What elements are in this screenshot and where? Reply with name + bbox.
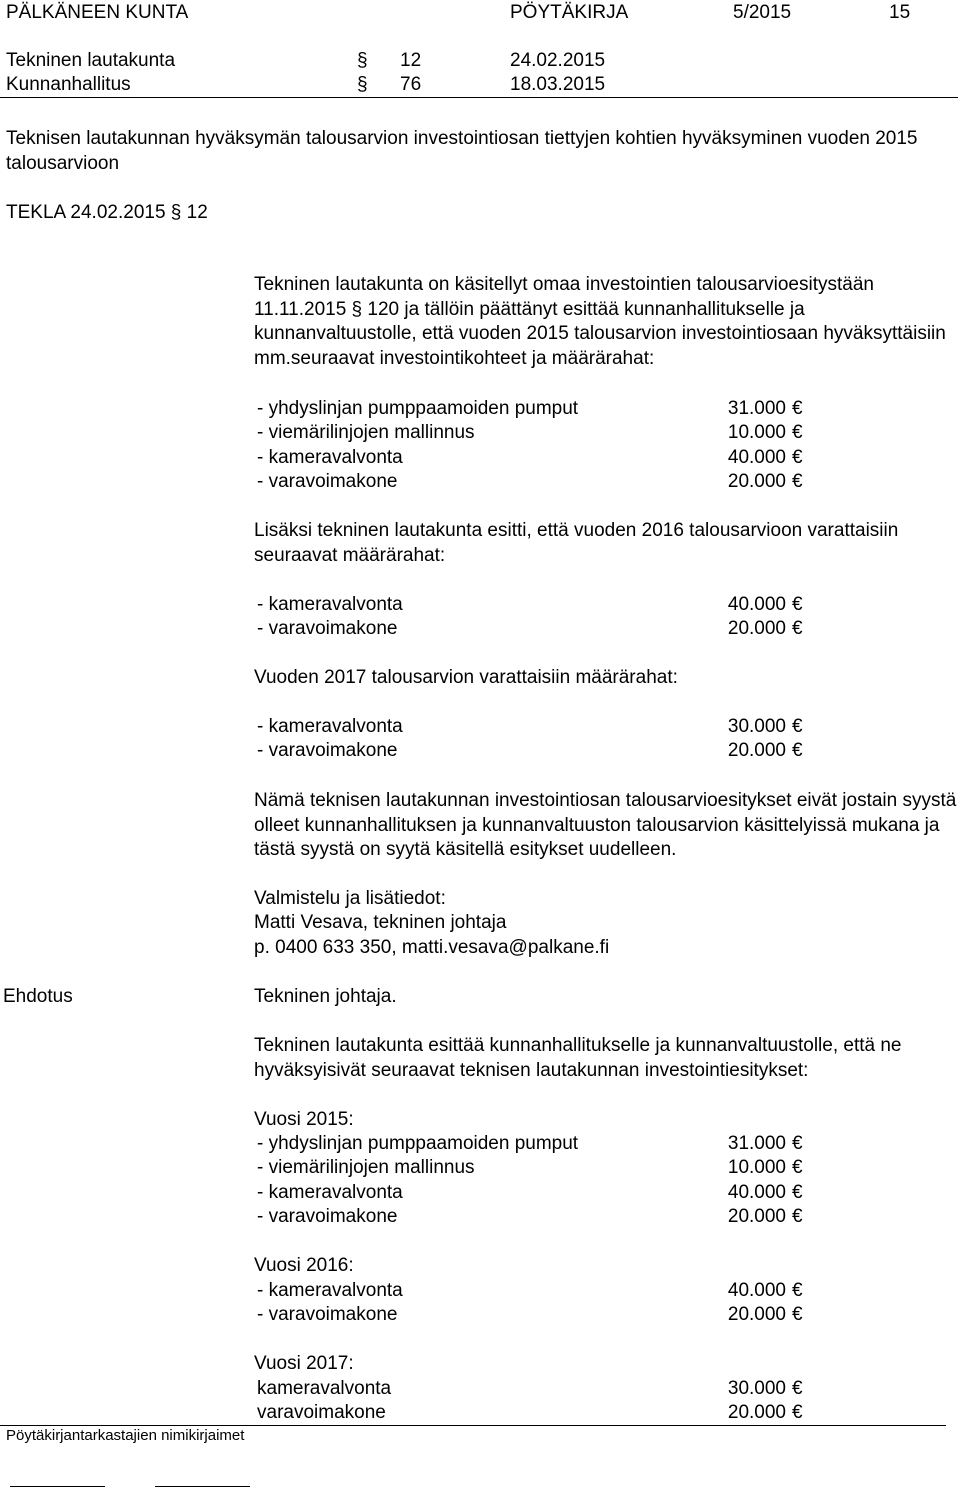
euro-icon: € xyxy=(792,1280,803,1301)
euro-icon: € xyxy=(792,740,803,761)
euro-icon: € xyxy=(792,1378,803,1399)
list-item-amount: 20.000 xyxy=(727,1304,786,1325)
list-item xyxy=(254,1279,814,1304)
signatures-label: Pöytäkirjantarkastajien nimikirjaimet xyxy=(6,1427,245,1444)
list-item-label: - kameravalvonta xyxy=(257,447,403,468)
list-item xyxy=(254,739,814,764)
header-date: 24.02.2015 xyxy=(510,50,606,71)
contact-heading: Valmistelu ja lisätiedot: xyxy=(254,888,446,909)
header-date: 18.03.2015 xyxy=(510,74,606,95)
euro-icon: € xyxy=(792,1402,803,1423)
list-item-label: - viemärilinjojen mallinnus xyxy=(257,1157,475,1178)
list-item-amount: 40.000 xyxy=(727,1280,786,1301)
euro-icon: € xyxy=(792,471,803,492)
signature-line xyxy=(155,1486,250,1487)
list-item xyxy=(254,397,814,422)
page-number: 15 xyxy=(889,2,911,23)
list-item-label: - varavoimakone xyxy=(257,1304,398,1325)
euro-icon: € xyxy=(792,1206,803,1227)
list-item-label: - kameravalvonta xyxy=(257,594,403,615)
year-2017-heading: Vuosi 2017: xyxy=(254,1353,354,1374)
euro-icon: € xyxy=(792,618,803,639)
euro-icon: € xyxy=(792,422,803,443)
list-item xyxy=(254,1401,814,1426)
paragraph-2016: Lisäksi tekninen lautakunta esitti, että vuoden 2016 talousarvioon varattaisiin seuraavat määrärahat: xyxy=(254,520,899,566)
contact-details: p. 0400 633 350, matti.vesava@palkane.fi xyxy=(254,937,610,958)
list-item-amount: 40.000 xyxy=(727,447,786,468)
list-item-label: - viemärilinjojen mallinnus xyxy=(257,422,475,443)
section-icon: § xyxy=(357,50,368,71)
euro-icon: € xyxy=(792,398,803,419)
proposal-label: Ehdotus xyxy=(3,986,73,1007)
list-item xyxy=(254,1132,814,1157)
list-item-label: - varavoimakone xyxy=(257,1206,398,1227)
list-item-label: - kameravalvonta xyxy=(257,716,403,737)
proposal-paragraph: Tekninen lautakunta esittää kunnanhallitukselle ja kunnanvaltuustolle, että ne hyväksyisivät seuraavat teknisen lautakunnan investointiesitykset: xyxy=(254,1035,902,1081)
euro-icon: € xyxy=(792,594,803,615)
list-item-amount: 20.000 xyxy=(727,740,786,761)
euro-icon: € xyxy=(792,1304,803,1325)
list-item-label: varavoimakone xyxy=(257,1402,386,1423)
proposer: Tekninen johtaja. xyxy=(254,986,397,1007)
footer-divider xyxy=(0,1425,946,1426)
list-item xyxy=(254,1377,814,1402)
list-item-amount: 40.000 xyxy=(727,1182,786,1203)
list-item-label: - kameravalvonta xyxy=(257,1182,403,1203)
contact-name: Matti Vesava, tekninen johtaja xyxy=(254,912,507,933)
document-type: PÖYTÄKIRJA xyxy=(510,2,629,23)
list-item-amount: 20.000 xyxy=(727,1402,786,1423)
list-item xyxy=(254,715,814,740)
list-item xyxy=(254,617,814,642)
list-item xyxy=(254,1303,814,1328)
list-item xyxy=(254,446,814,471)
list-item xyxy=(254,593,814,618)
section-icon: § xyxy=(357,74,368,95)
list-item-amount: 10.000 xyxy=(727,1157,786,1178)
signature-line xyxy=(10,1486,105,1487)
list-item-label: - kameravalvonta xyxy=(257,1280,403,1301)
list-item xyxy=(254,1156,814,1181)
year-2016-heading: Vuosi 2016: xyxy=(254,1255,354,1276)
header-section-number: 76 xyxy=(400,74,422,95)
year-2015-heading: Vuosi 2015: xyxy=(254,1109,354,1130)
paragraph-2017: Vuoden 2017 talousarvion varattaisiin määrärahat: xyxy=(254,667,678,688)
header-body-name: Tekninen lautakunta xyxy=(6,50,176,71)
meeting-reference: TEKLA 24.02.2015 § 12 xyxy=(6,202,208,223)
header-divider xyxy=(0,97,958,98)
list-item xyxy=(254,1181,814,1206)
euro-icon: € xyxy=(792,1182,803,1203)
euro-icon: € xyxy=(792,1133,803,1154)
euro-icon: € xyxy=(792,1157,803,1178)
list-item-amount: 31.000 xyxy=(727,398,786,419)
list-item-amount: 10.000 xyxy=(727,422,786,443)
municipality-name: PÄLKÄNEEN KUNTA xyxy=(6,2,189,23)
euro-icon: € xyxy=(792,447,803,468)
list-item-amount: 30.000 xyxy=(727,716,786,737)
list-item-label: - varavoimakone xyxy=(257,471,398,492)
list-item xyxy=(254,421,814,446)
reason-paragraph: Nämä teknisen lautakunnan investointiosan talousarvioesitykset eivät jostain syystä olleet kunnanhallituksen ja kunnanvaltuuston talousarvion käsittelyissä mukana ja tästä syystä on syytä käsitellä esitykset uudelleen. xyxy=(254,790,957,860)
document-number: 5/2015 xyxy=(733,2,792,23)
list-item-amount: 31.000 xyxy=(727,1133,786,1154)
list-item xyxy=(254,470,814,495)
list-item-label: - varavoimakone xyxy=(257,740,398,761)
list-item-amount: 20.000 xyxy=(727,618,786,639)
list-item-label: - varavoimakone xyxy=(257,618,398,639)
list-item-amount: 20.000 xyxy=(727,1206,786,1227)
item-title: Teknisen lautakunnan hyväksymän talousarvion investointiosan tiettyjen kohtien hyväksyminen vuoden 2015 talousarvioon xyxy=(6,128,918,174)
list-item-amount: 20.000 xyxy=(727,471,786,492)
header-body-name: Kunnanhallitus xyxy=(6,74,131,95)
intro-paragraph: Tekninen lautakunta on käsitellyt omaa investointien talousarvioesitystään 11.11.2015 § 120 ja tällöin päättänyt esittää kunnanhallitukselle ja kunnanvaltuustolle, että vuoden 2015 talousarvion investointiosaan hyväksyttäisiin mm.seuraavat investointikohteet ja määrärahat: xyxy=(254,274,946,369)
list-item-label: kameravalvonta xyxy=(257,1378,392,1399)
list-item xyxy=(254,1205,814,1230)
euro-icon: € xyxy=(792,716,803,737)
list-item-label: - yhdyslinjan pumppaamoiden pumput xyxy=(257,1133,579,1154)
list-item-amount: 30.000 xyxy=(727,1378,786,1399)
list-item-label: - yhdyslinjan pumppaamoiden pumput xyxy=(257,398,579,419)
list-item-amount: 40.000 xyxy=(727,594,786,615)
header-section-number: 12 xyxy=(400,50,422,71)
